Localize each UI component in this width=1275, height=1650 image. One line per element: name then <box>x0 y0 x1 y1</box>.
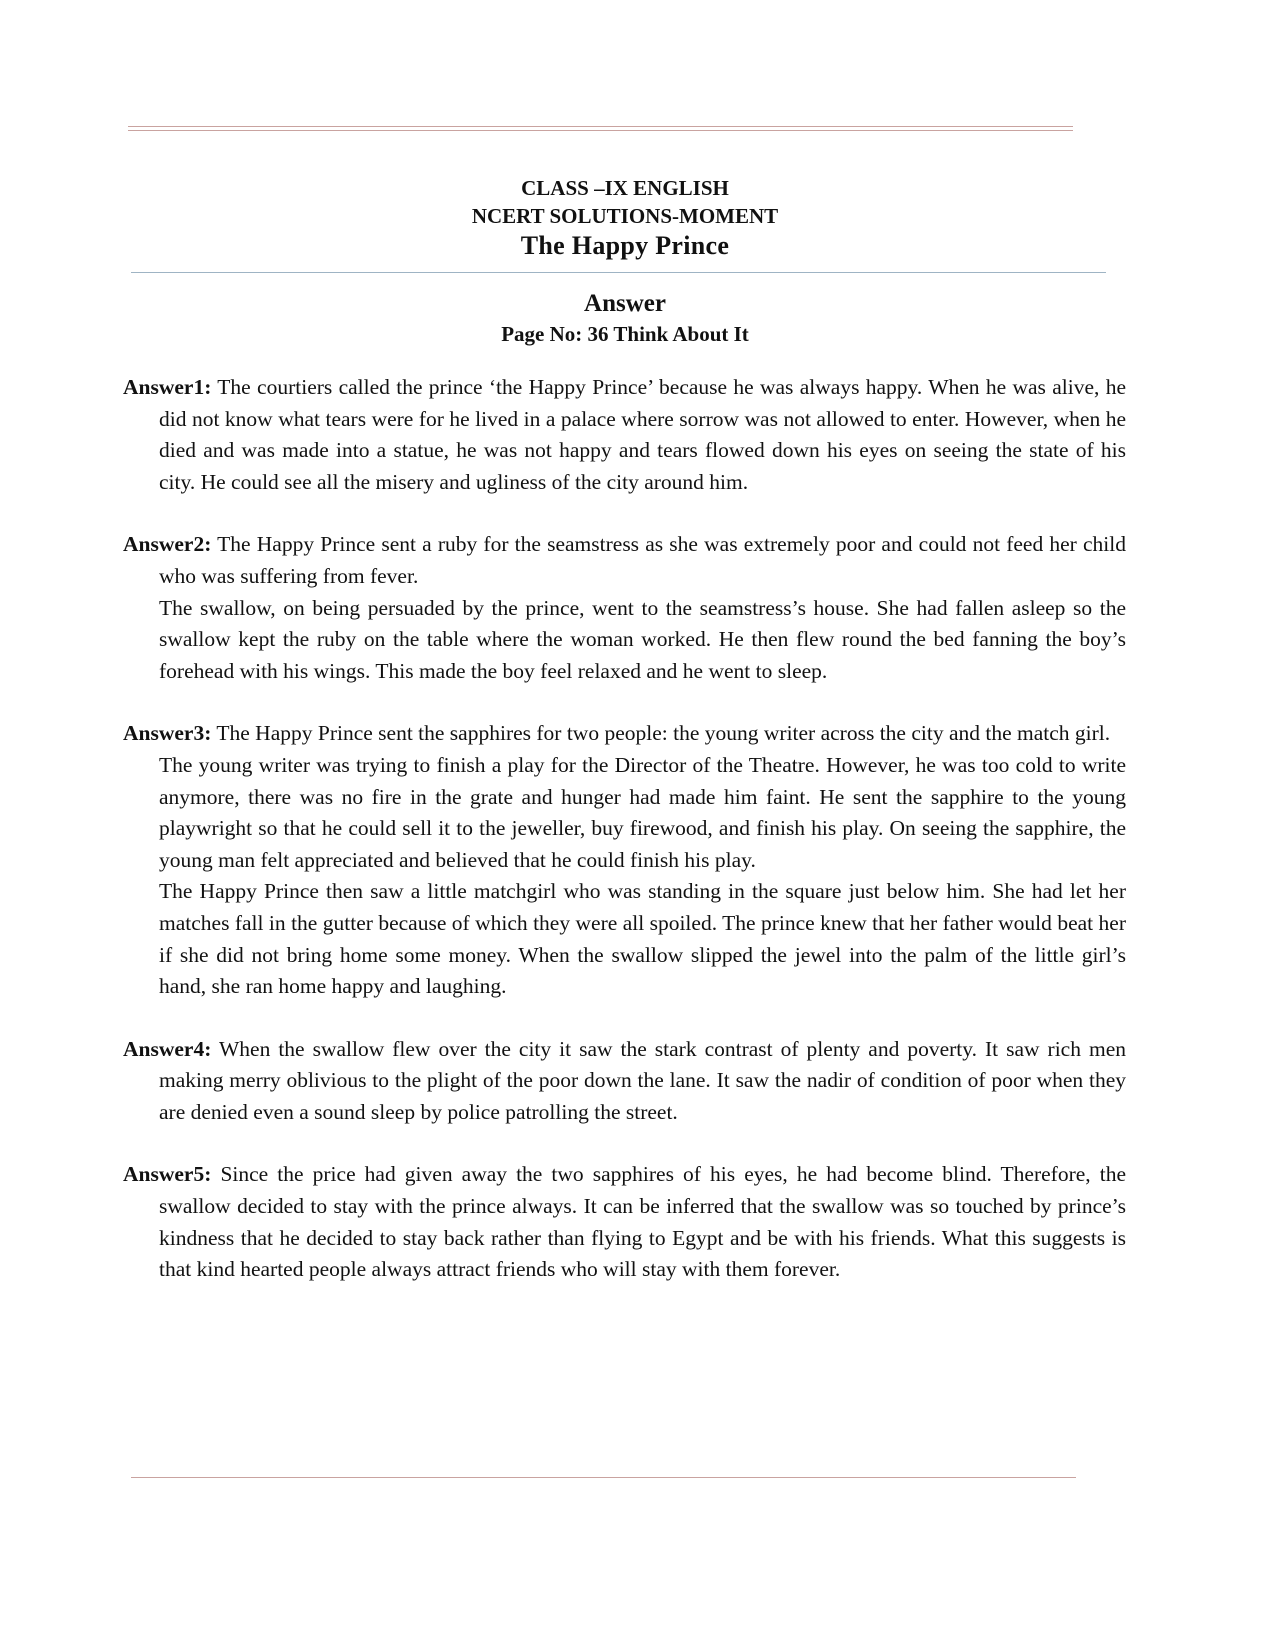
answers-list <box>123 372 1126 1317</box>
answer-3 <box>123 718 1126 1002</box>
answer-label: Answer2: <box>123 532 212 557</box>
answer-text: The Happy Prince then saw a little matchgirl who was standing in the square just below him. She had let her matches fall in the gutter because of which they were all spoiled. The prince knew that her father would beat her if she did not bring home some money. When the swallow slipped the jewel into the palm of the little girl’s hand, she ran home happy and laughing. <box>159 879 1126 999</box>
answer-5 <box>123 1159 1126 1285</box>
answer-1 <box>123 372 1126 498</box>
answer-heading: Answer <box>584 290 666 317</box>
answer-text: Since the price had given away the two sapphires of his eyes, he had become blind. Therefore, the swallow decided to stay with the prince always. It can be inferred that the swallow was so touched by prince’s kindness that he decided to stay back rather than flying to Egypt and be with his friends. What this suggests is that kind hearted people always attract friends who will stay with them forever. <box>159 1162 1126 1282</box>
answer-2 <box>123 529 1126 687</box>
page-line: Page No: 36 Think About It <box>501 322 749 346</box>
answer-label: Answer5: <box>123 1162 212 1187</box>
answer-text: The Happy Prince sent a ruby for the seamstress as she was extremely poor and could not feed her child who was suffering from fever. <box>159 532 1126 588</box>
section-header <box>0 288 1250 348</box>
header-divider <box>131 272 1106 273</box>
answer-4 <box>123 1034 1126 1129</box>
answer-text: When the swallow flew over the city it saw the stark contrast of plenty and poverty. It saw rich men making merry oblivious to the plight of the poor down the lane. It saw the nadir of condition of poor when they are denied even a sound sleep by police patrolling the street. <box>159 1036 1126 1124</box>
answer-label: Answer4: <box>123 1036 212 1061</box>
chapter-title: The Happy Prince <box>520 231 730 260</box>
ncert-line: NCERT SOLUTIONS-MOMENT <box>471 204 779 228</box>
document-header <box>0 174 1250 262</box>
answer-label: Answer3: <box>123 721 212 746</box>
bottom-divider <box>131 1477 1076 1478</box>
answer-text: The young writer was trying to finish a play for the Director of the Theatre. However, he was too cold to write anymore, there was no fire in the grate and hunger had made him faint. He sent the sapphire to the young playwright so that he could sell it to the jeweller, buy firewood, and finish his play. On seeing the sapphire, the young man felt appreciated and believed that he could finish his play. <box>159 752 1126 872</box>
answer-text: The swallow, on being persuaded by the prince, went to the seamstress’s house. She had fallen asleep so the swallow kept the ruby on the table where the woman worked. He then flew round the bed fanning the boy’s forehead with his wings. This made the boy feel relaxed and he went to sleep. <box>159 595 1126 683</box>
top-divider <box>128 126 1073 127</box>
class-line: CLASS –IX ENGLISH <box>521 176 729 200</box>
answer-label: Answer1: <box>123 375 212 399</box>
top-divider-inner <box>128 130 1073 131</box>
answer-text: The Happy Prince sent the sapphires for two people: the young writer across the city and the match girl. <box>211 721 1111 746</box>
answer-text: The courtiers called the prince ‘the Happy Prince’ because he was always happy. When he was alive, he did not know what tears were for he lived in a palace where sorrow was not allowed to enter. However, when he died and was made into a statue, he was not happy and tears flowed down his eyes on seeing the state of his city. He could see all the misery and ugliness of the city around him. <box>159 375 1126 494</box>
